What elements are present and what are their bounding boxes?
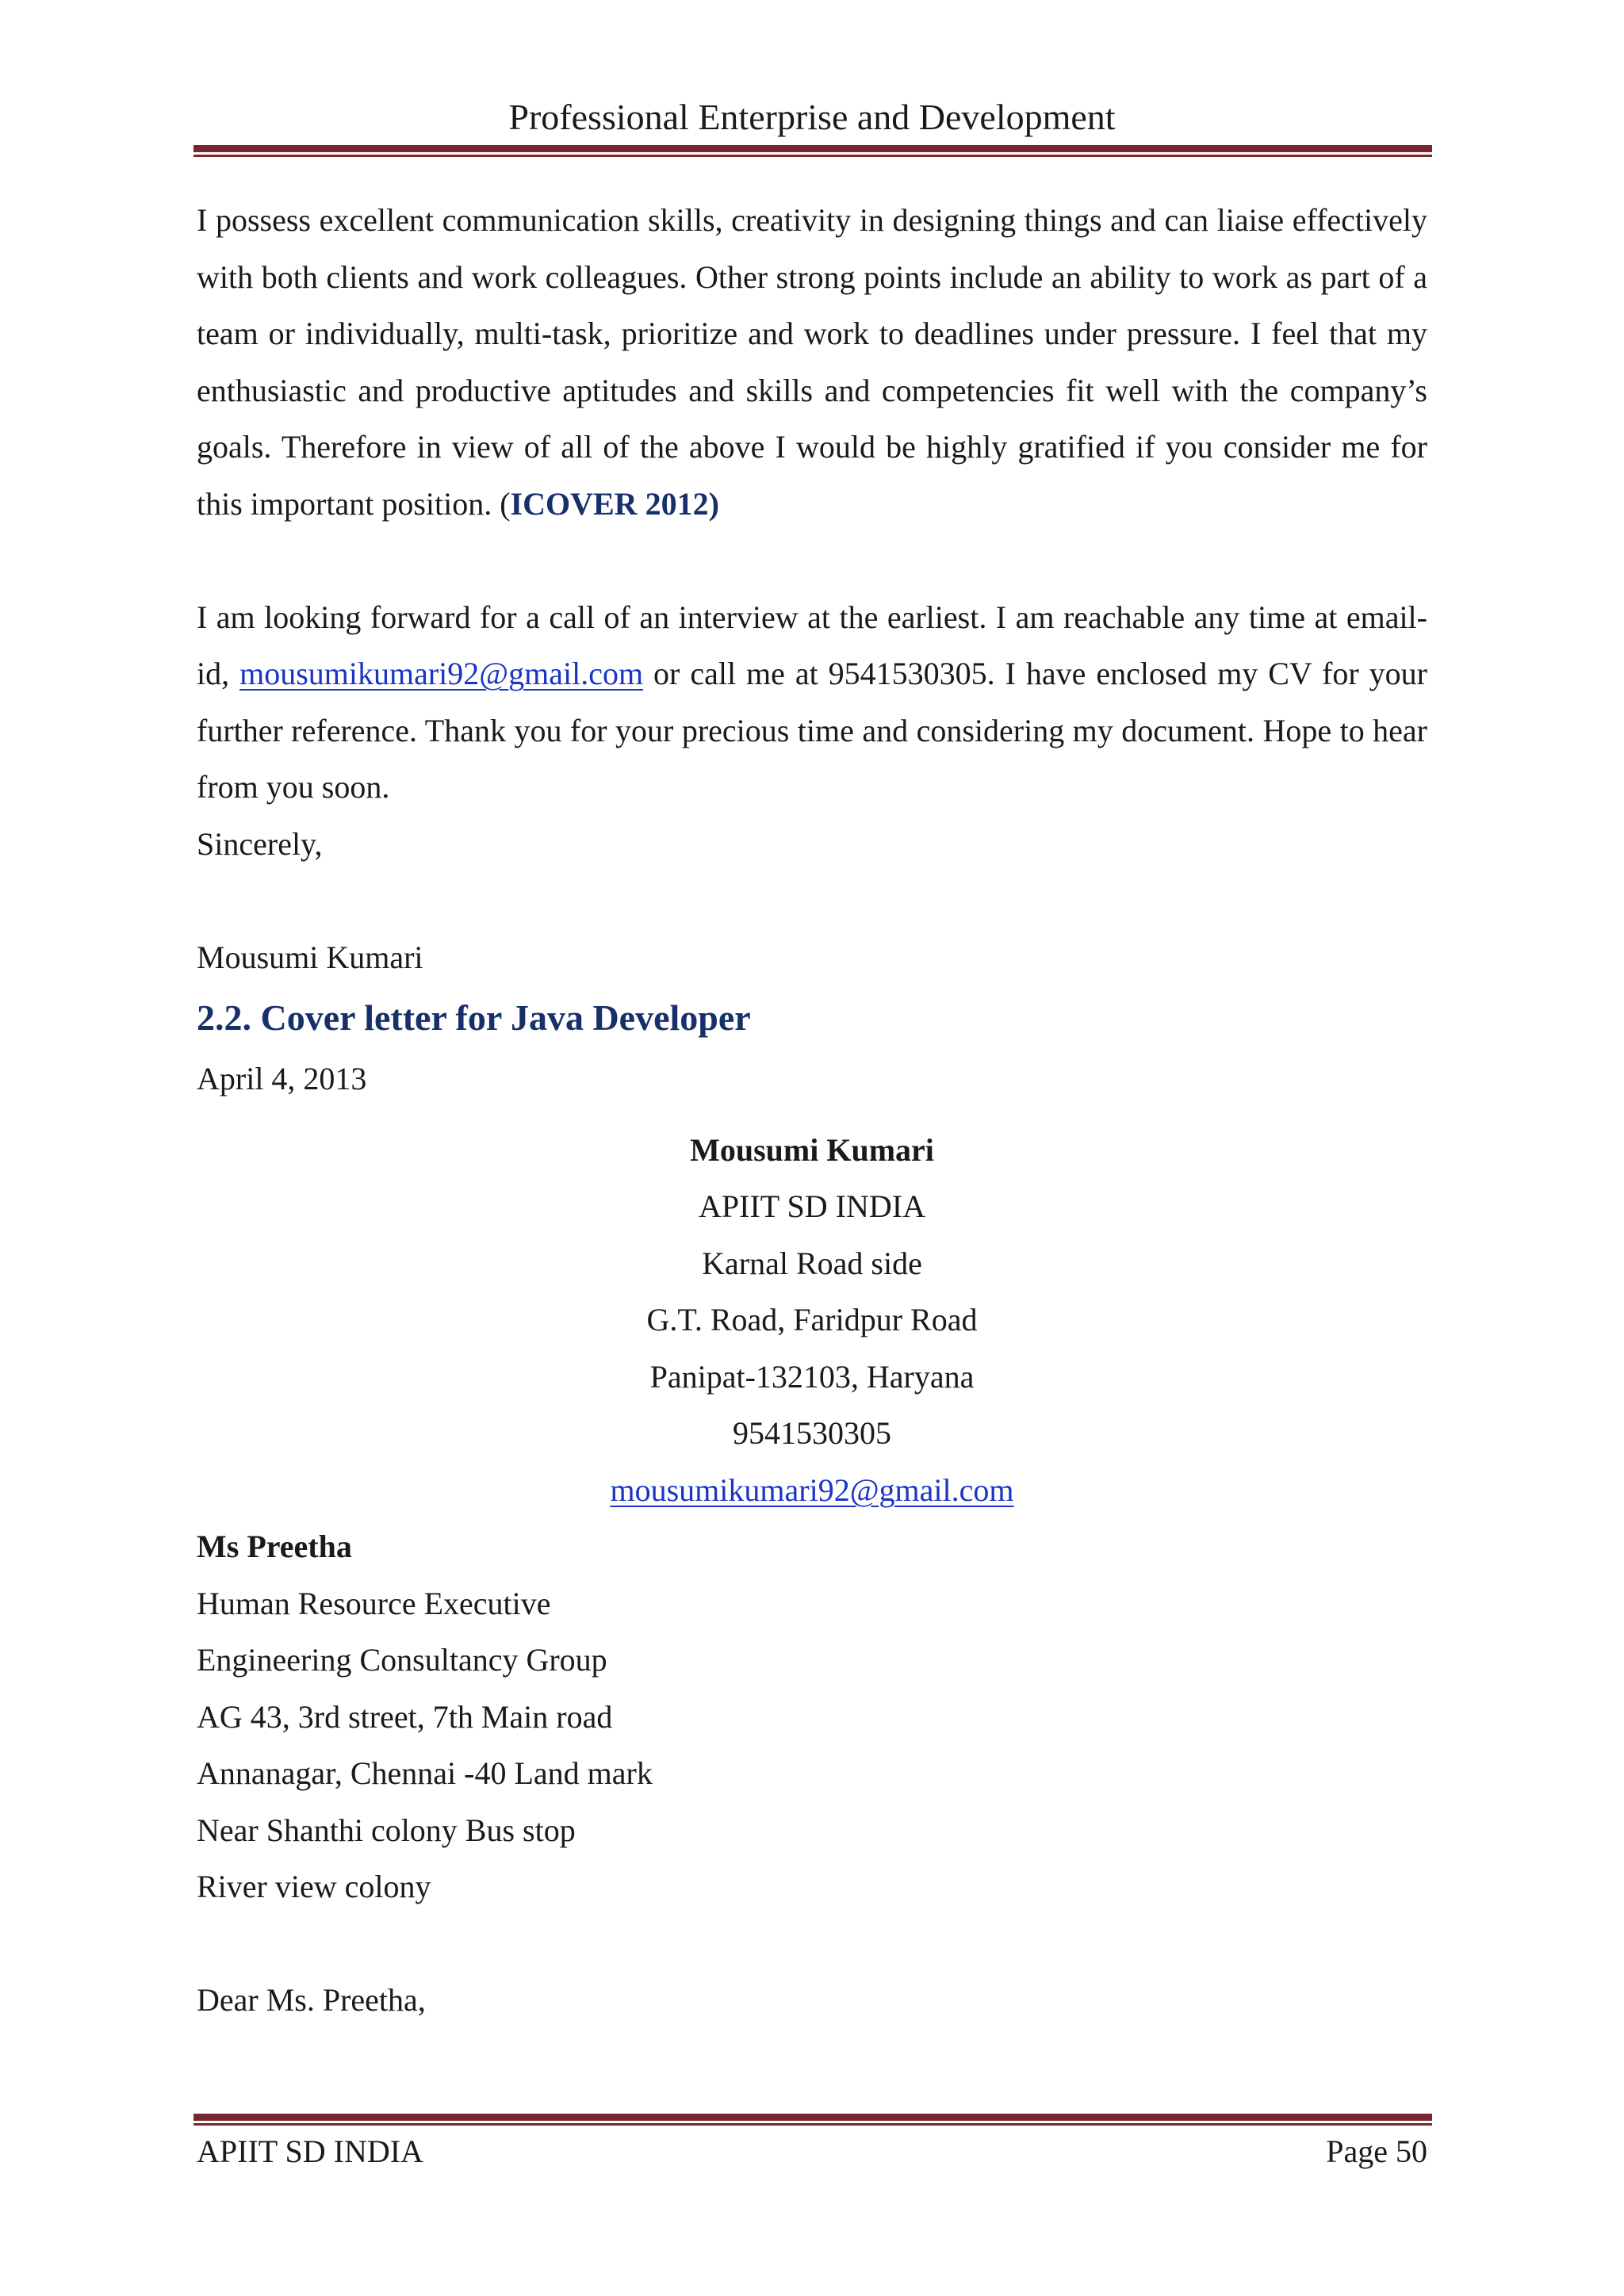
sender-line: 9541530305 (733, 1415, 891, 1451)
sender-line: APIIT SD INDIA (699, 1188, 925, 1224)
footer-organization: APIIT SD INDIA (197, 2133, 423, 2169)
paragraph-2-text-before: I am looking forward for a call of an interview at the earliest. I am reachable any time at email-id, (197, 599, 1427, 691)
citation: ICOVER 2012) (510, 485, 719, 522)
email-link[interactable]: mousumikumari92@gmail.com (239, 656, 644, 691)
recipient-line: AG 43, 3rd street, 7th Main road (197, 1698, 613, 1735)
recipient-address-block (197, 1518, 1427, 1915)
sender-email-link[interactable]: mousumikumari92@gmail.com (610, 1471, 1014, 1508)
section-heading: 2.2. Cover letter for Java Developer (197, 997, 751, 1038)
header-rule (193, 145, 1432, 157)
closing: Sincerely, (197, 825, 323, 862)
paragraph-1-text: I possess excellent communication skills, creativity in designing things and can liaise effectively with both clients and work colleagues. Other strong points include an ability to work as part of a team or individually, multi-task, prioritize and work to deadlines under pressure. I feel that my enthusiastic and productive aptitudes and skills and competencies fit well with the company’s goals. Therefore in view of all of the above I would be highly gratified if you consider me for this important position. ( (197, 202, 1427, 522)
page-number: Page 50 (1326, 2133, 1427, 2169)
recipient-name: Ms Preetha (197, 1529, 352, 1564)
sender-line: Karnal Road side (702, 1245, 922, 1281)
sender-name: Mousumi Kumari (690, 1131, 934, 1168)
footer-rule (193, 2114, 1432, 2126)
body-paragraph-1 (197, 192, 1427, 532)
sender-address-block (197, 1122, 1427, 1519)
page-header-title: Professional Enterprise and Development (508, 97, 1116, 137)
recipient-line: Near Shanthi colony Bus stop (197, 1812, 576, 1848)
signature: Mousumi Kumari (197, 939, 423, 975)
sender-line: G.T. Road, Faridpur Road (646, 1302, 978, 1337)
recipient-line: Engineering Consultancy Group (197, 1642, 607, 1678)
sender-line: Panipat-132103, Haryana (649, 1358, 975, 1395)
recipient-line: River view colony (197, 1869, 431, 1904)
recipient-line: Human Resource Executive (197, 1585, 551, 1621)
recipient-line: Annanagar, Chennai -40 Land mark (197, 1755, 653, 1791)
body-paragraph-2 (197, 589, 1427, 816)
paragraph-2-text-after: or call me at 9541530305. I have enclosed my CV for your further reference. Thank you for your precious time and considering my document. Hope to hear from you soon. (197, 656, 1427, 805)
salutation: Dear Ms. Preetha, (197, 1982, 426, 2018)
page-content (197, 192, 1427, 2029)
letter-date: April 4, 2013 (197, 1061, 367, 1096)
